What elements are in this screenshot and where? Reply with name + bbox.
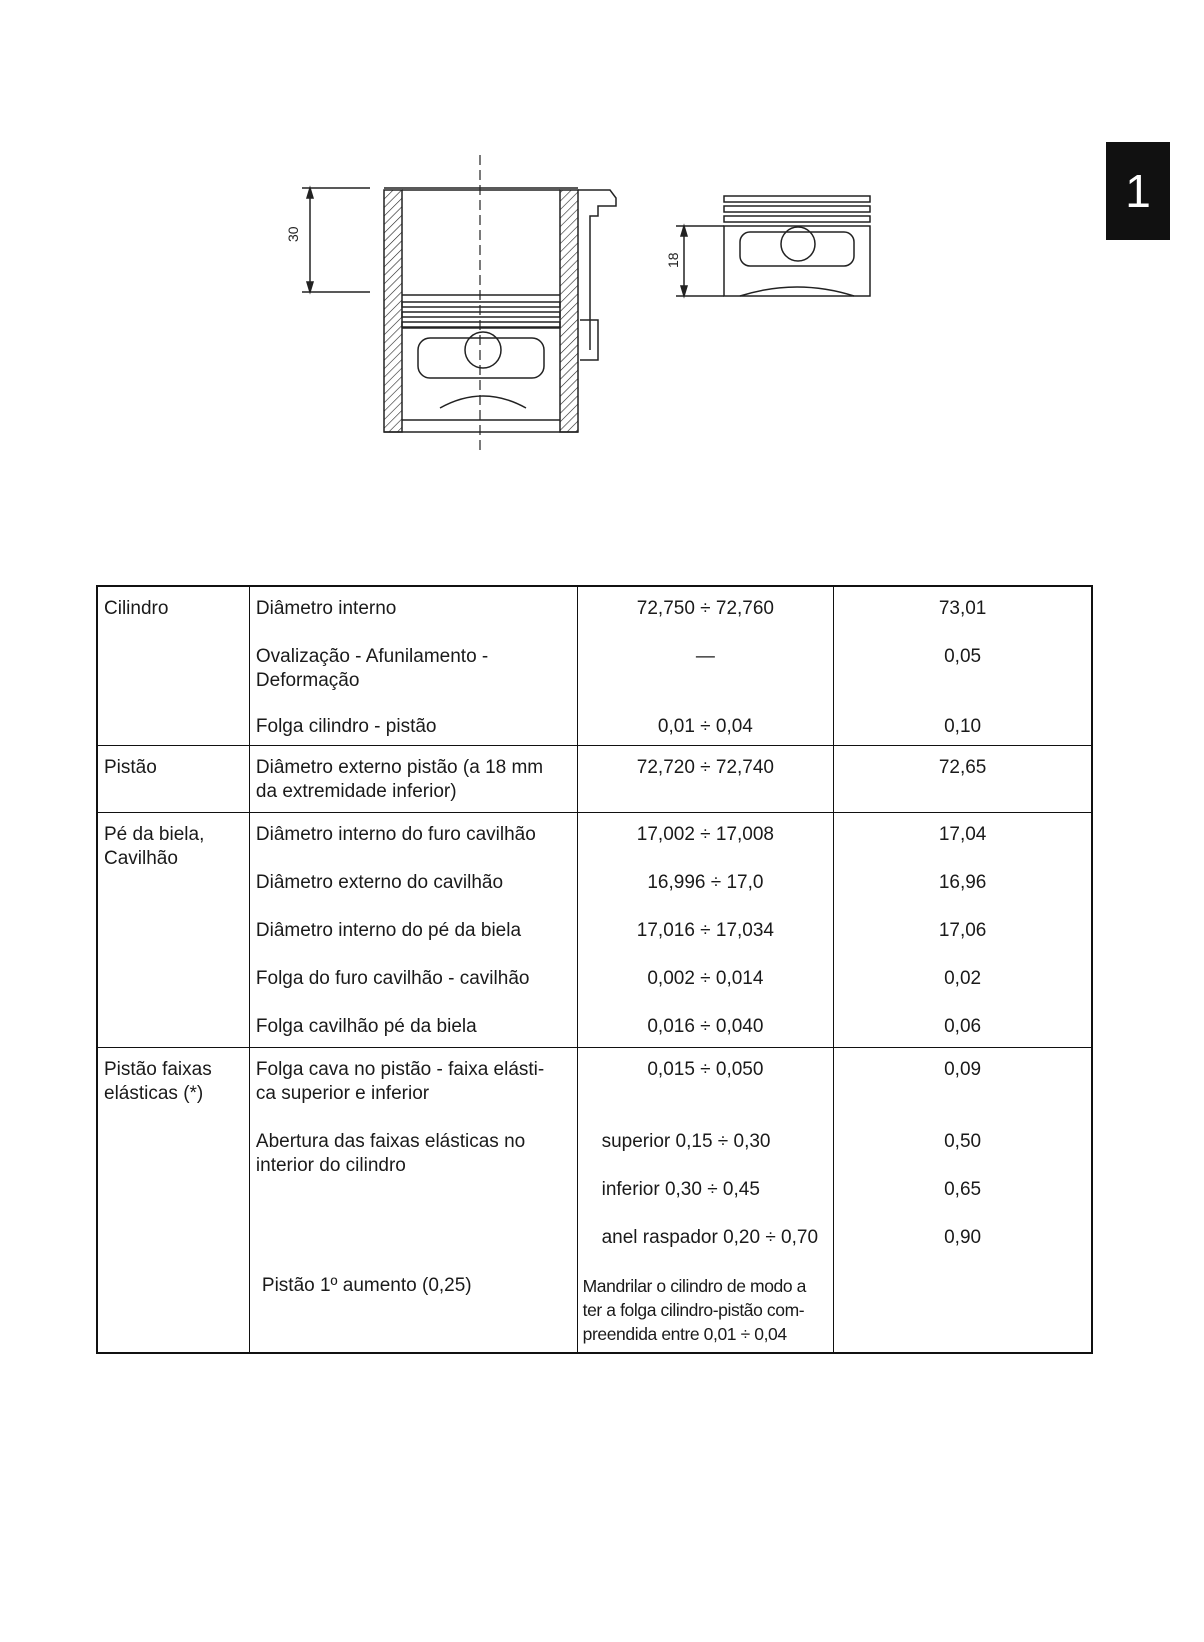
description-cell: Abertura das faixas elásticas no interior do cilindro (255, 1131, 526, 1176)
description-cell: Folga cilindro - pistão (255, 716, 437, 737)
standard-cell: anel raspador 0,20 ÷ 0,70 (601, 1227, 819, 1248)
specifications-table (96, 585, 1093, 1354)
component-name: Pé da biela, Cavilhão (104, 824, 205, 869)
component-name: Pistão faixas elásticas (*) (104, 1059, 212, 1104)
description-cell: Folga cavilhão pé da biela (255, 1016, 477, 1037)
group-pistao-faixas-elasticas (97, 1048, 1092, 1354)
standard-cell: Mandrilar o cilindro de modo a ter a folga cilindro-pistão com- preendida entre 0,01 ÷ 0,04 (582, 1276, 807, 1344)
standard-cell: 0,01 ÷ 0,04 (657, 716, 753, 737)
standard-cell: 16,996 ÷ 17,0 (647, 872, 764, 893)
standard-cell: inferior 0,30 ÷ 0,45 (601, 1179, 760, 1200)
limit-cell: 0,05 (944, 646, 982, 667)
description-cell: Diâmetro externo do cavilhão (255, 872, 504, 893)
limit-cell: 0,10 (944, 716, 982, 737)
limit-cell: 72,65 (938, 757, 987, 778)
standard-cell: superior 0,15 ÷ 0,30 (601, 1131, 771, 1152)
description-cell: Folga cava no pistão - faixa elásti- ca superior e inferior (255, 1059, 545, 1104)
description-cell: Diâmetro interno do furo cavilhão (255, 824, 536, 845)
description-cell: Ovalização - Afunilamento - Deformação (255, 646, 489, 691)
group-cilindro (97, 586, 1092, 746)
standard-cell: 17,016 ÷ 17,034 (636, 920, 774, 941)
description-cell: Diâmetro interno (255, 598, 397, 619)
standard-cell: 72,750 ÷ 72,760 (636, 598, 774, 619)
standard-cell: — (695, 646, 715, 667)
cylinder-drawing (302, 188, 616, 432)
description-cell: Diâmetro interno do pé da biela (255, 920, 522, 941)
dimension-18-label: 18 (665, 252, 681, 268)
group-pe-da-biela (97, 813, 1092, 1048)
piston-drawing (676, 196, 870, 296)
component-name: Pistão (104, 757, 157, 778)
description-cell: Folga do furo cavilhão - cavilhão (255, 968, 530, 989)
standard-cell: 72,720 ÷ 72,740 (636, 757, 774, 778)
limit-cell: 16,96 (938, 872, 987, 893)
standard-cell: 0,015 ÷ 0,050 (647, 1059, 764, 1080)
limit-cell: 0,90 (944, 1227, 982, 1248)
group-pistao (97, 746, 1092, 813)
limit-cell: 0,06 (944, 1016, 982, 1037)
limit-cell: 17,04 (938, 824, 987, 845)
cylinder-piston-diagram (280, 150, 940, 450)
standard-cell: 17,002 ÷ 17,008 (636, 824, 774, 845)
chapter-tab: 1 (1106, 142, 1170, 240)
component-name: Cilindro (104, 598, 169, 619)
description-cell: Diâmetro externo pistão (a 18 mm da extremidade inferior) (255, 757, 544, 802)
limit-cell: 0,50 (944, 1131, 982, 1152)
limit-cell: 0,65 (944, 1179, 982, 1200)
limit-cell: 17,06 (938, 920, 987, 941)
description-cell: Pistão 1º aumento (0,25) (261, 1275, 472, 1296)
dimension-30-label: 30 (285, 226, 301, 242)
limit-cell: 73,01 (938, 598, 987, 619)
limit-cell: 0,02 (944, 968, 982, 989)
limit-cell: 0,09 (944, 1059, 982, 1080)
standard-cell: 0,016 ÷ 0,040 (647, 1016, 764, 1037)
standard-cell: 0,002 ÷ 0,014 (647, 968, 764, 989)
